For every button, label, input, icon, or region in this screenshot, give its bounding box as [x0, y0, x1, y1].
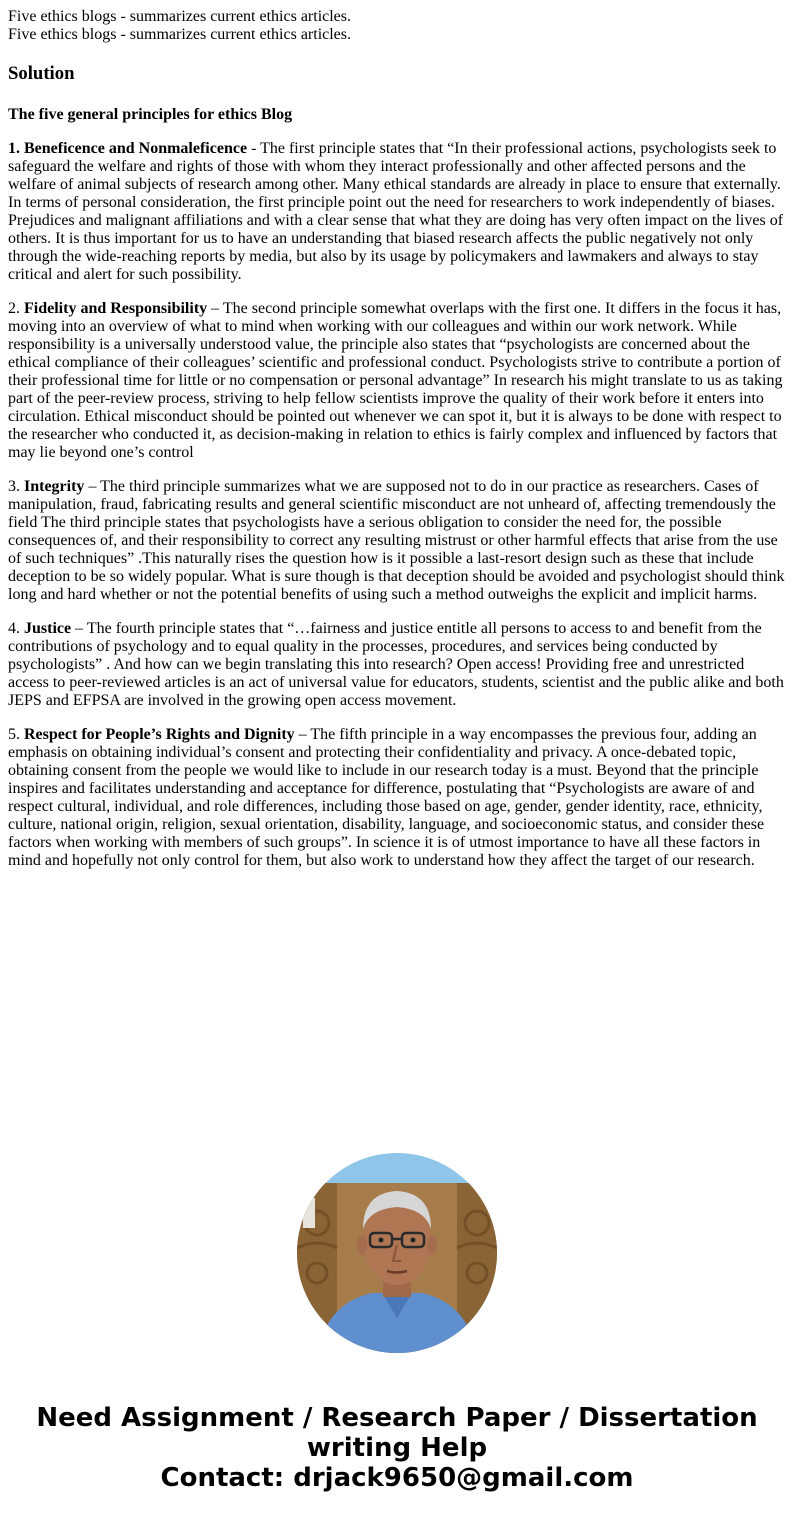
cta-line-1: Need Assignment / Research Paper / Dissertation [36, 1403, 758, 1433]
principle-5-body: – The fifth principle in a way encompasses the previous four, adding an emphasis on obtaining individual’s consent and protecting their confidentiality and privacy. A once-debated topic, obtaining consent from the people we would like to include in our research today is a must. Beyond that the principle inspires and facilitates understanding and acceptance for difference, postulating that “Psychologists are aware of and respect cultural, individual, and role differences, including those based on age, gender, gender identity, race, ethnicity, culture, national origin, religion, sexual orientation, disability, language, and socioeconomic status, and consider these factors when working with members of such groups”. In science it is of utmost importance to have all these factors in mind and hopefully not only control for them, but also work to understand how they affect the target of our research. [8, 726, 765, 869]
principle-3 [8, 478, 786, 604]
principle-4-number: 4. [8, 620, 20, 637]
principle-1-number: 1. [8, 140, 20, 157]
principle-5 [8, 726, 786, 870]
solution-heading: Solution [8, 63, 75, 84]
principle-1 [8, 140, 786, 284]
cta-contact-email[interactable]: Contact: drjack9650@gmail.com [160, 1463, 634, 1493]
principle-4-title: Justice [24, 620, 72, 637]
principles-subheading: The five general principles for ethics Blog [8, 106, 293, 123]
principle-3-number: 3. [8, 478, 20, 495]
principle-5-number: 5. [8, 726, 20, 743]
principle-4 [8, 620, 786, 710]
principle-2 [8, 300, 786, 462]
principle-3-title: Integrity [24, 478, 85, 495]
author-avatar [297, 1153, 497, 1353]
header-line-2: Five ethics blogs - summarizes current ethics articles. [8, 26, 352, 43]
article [8, 8, 786, 870]
principle-2-body: – The second principle somewhat overlaps with the first one. It differs in the focus it has, moving into an overview of what to mind when working with our colleagues and within our work network. While responsibility is a universally understood value, the principle also states that “psychologists are concerned about the ethical compliance of their colleagues’ scientific and professional conduct. Psychologists strive to contribute a portion of their professional time for little or no compensation or personal advantage” In research his might translate to us as taking part of the peer-review process, striving to help fellow scientists improve the quality of their work before it enters into circulation. Ethical misconduct should be pointed out whenever we can spot it, but it is always to be done with respect to the researcher who conducted it, as decision-making in relation to ethics is fairly complex and influenced by factors that may lie beyond one’s control [8, 300, 783, 461]
author-photo [297, 1153, 497, 1353]
principle-4-body: – The fourth principle states that “…fairness and justice entitle all persons to access to and benefit from the contributions of psychology and to equal quality in the processes, procedures, and services being conducted by psychologists” . And how can we begin translating this into research? Open access! Providing free and unrestricted access to peer-reviewed articles is an act of universal value for educators, students, scientist and the public alike and both JEPS and EFPSA are involved in the growing open access movement. [8, 620, 784, 709]
principle-2-title: Fidelity and Responsibility [24, 300, 208, 317]
principle-3-body: – The third principle summarizes what we are supposed not to do in our practice as researchers. Cases of manipulation, fraud, fabricating results and general scientific misconduct are not unheard of, affecting tremendously the field The third principle states that psychologists have a serious obligation to consider the need for, the possible consequences of, and their responsibility to correct any resulting mistrust or other harmful effects that arise from the use of such techniques” .This naturally rises the question how is it possible a last-resort design such as these that include deception to be so widely popular. What is sure though is that deception should be avoided and psychologist should think long and hard whether or not the potential benefits of using such a method outweighs the explicit and implicit harms. [8, 478, 785, 603]
principle-1-body: - The first principle states that “In their professional actions, psychologists seek to safeguard the welfare and rights of those with whom they interact professionally and other affected persons and the welfare of animal subjects of research among other. Many ethical standards are already in place to ensure that externally. In terms of personal consideration, the first principle point out the need for researchers to work independently of biases. Prejudices and malignant affiliations and with a clear sense that what they are doing has very often impact on the lives of others. It is thus important for us to have an understanding that biased research affects the public negatively not only through the wide-reaching reports by media, but also by its usage by policymakers and lawmakers and always to stay critical and alert for such possibility. [8, 140, 784, 283]
cta-line-2: writing Help [306, 1433, 488, 1463]
contact-banner [0, 1403, 794, 1493]
principle-1-title: Beneficence and Nonmaleficence [24, 140, 248, 157]
principle-5-title: Respect for People’s Rights and Dignity [24, 726, 295, 743]
principle-2-number: 2. [8, 300, 20, 317]
header-line-1: Five ethics blogs - summarizes current ethics articles. [8, 8, 352, 25]
